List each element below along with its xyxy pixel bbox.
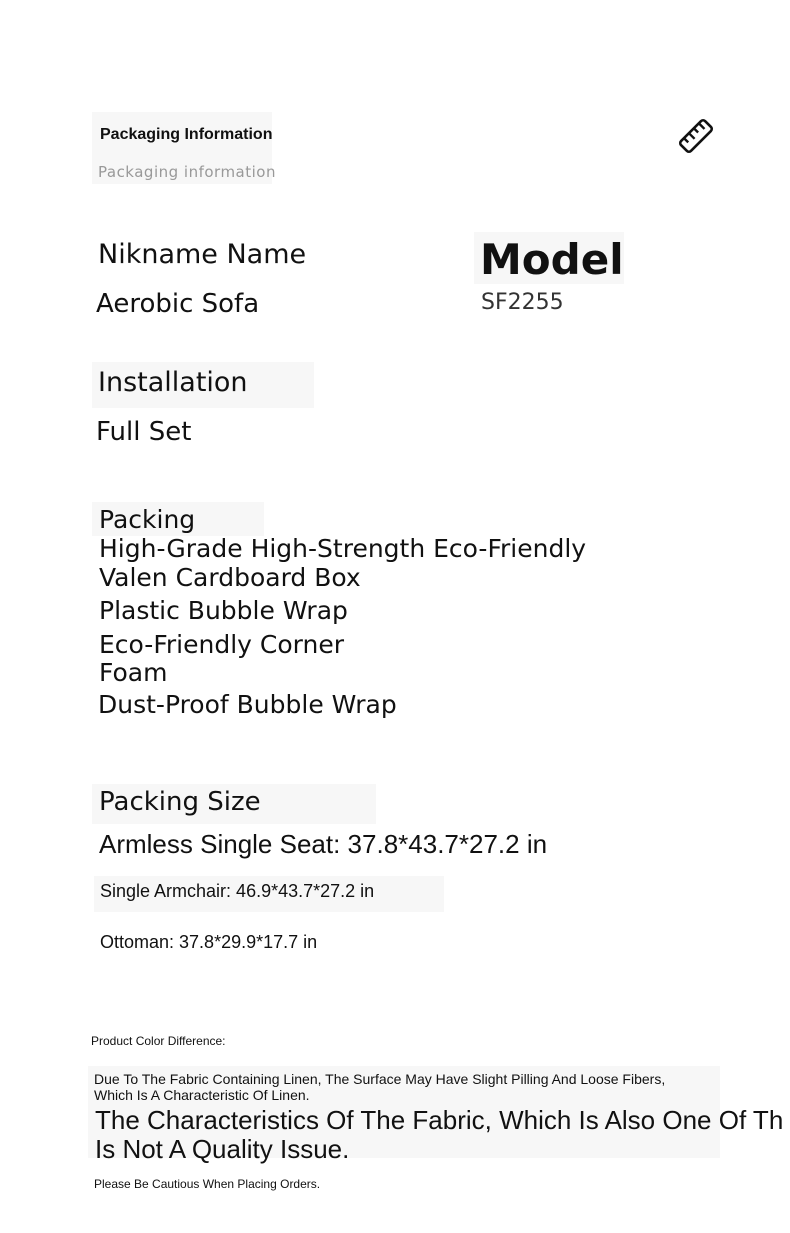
- packing-size-item: Ottoman: 37.8*29.9*17.7 in: [100, 932, 318, 952]
- fabric-characteristics-line: The Characteristics Of The Fabric, Which Is Also One Of Th: [95, 1105, 784, 1135]
- packing-item: Foam: [99, 658, 168, 687]
- packing-item: Eco-Friendly Corner: [99, 630, 344, 659]
- packing-size-item: Armless Single Seat: 37.8*43.7*27.2 in: [99, 829, 548, 859]
- packing-item: Dust-Proof Bubble Wrap: [98, 690, 397, 719]
- linen-note-line: Due To The Fabric Containing Linen, The Surface May Have Slight Pilling And Loose Fibers,: [94, 1071, 666, 1087]
- caution-note: Please Be Cautious When Placing Orders.: [94, 1177, 321, 1191]
- model-label: Model: [480, 235, 624, 284]
- linen-note-line: Which Is A Characteristic Of Linen.: [94, 1087, 310, 1103]
- packing-size-label: Packing Size: [99, 787, 261, 817]
- packing-item: Plastic Bubble Wrap: [99, 596, 348, 625]
- page-title: Packaging Information: [100, 126, 273, 143]
- installation-value: Full Set: [96, 417, 192, 447]
- installation-label: Installation: [98, 367, 248, 398]
- packing-size-item: Single Armchair: 46.9*43.7*27.2 in: [100, 881, 375, 901]
- model-value: SF2255: [481, 290, 564, 315]
- packing-item: Valen Cardboard Box: [99, 563, 361, 592]
- nickname-label: Nikname Name: [98, 239, 307, 270]
- nickname-value: Aerobic Sofa: [96, 289, 260, 319]
- page-subtitle: Packaging information: [98, 163, 276, 181]
- packing-item: High-Grade High-Strength Eco-Friendly: [99, 534, 587, 563]
- fabric-characteristics-line: Is Not A Quality Issue.: [95, 1134, 350, 1164]
- packing-label: Packing: [99, 505, 196, 534]
- color-difference-heading: Product Color Difference:: [91, 1034, 226, 1048]
- ruler-icon: [676, 116, 716, 156]
